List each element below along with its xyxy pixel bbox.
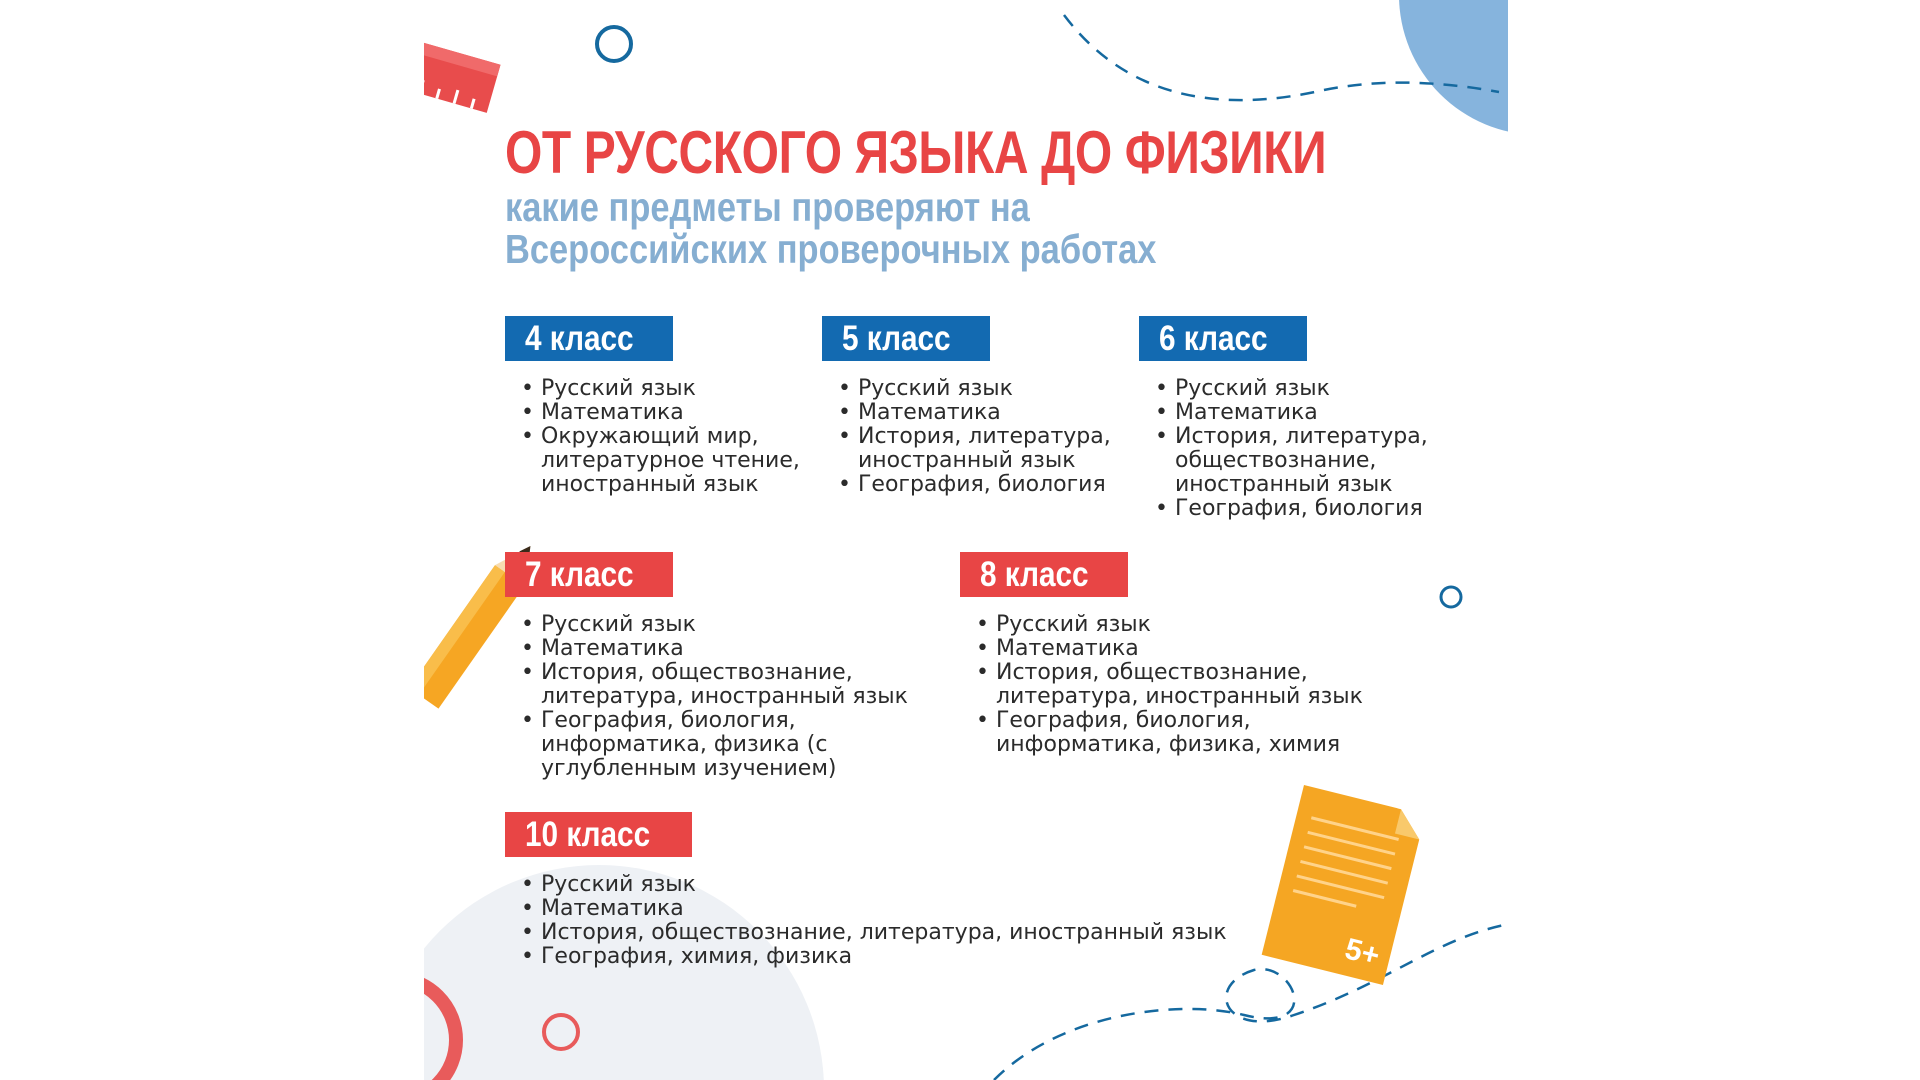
page-title: ОТ РУССКОГО ЯЗЫКА ДО ФИЗИКИ (505, 119, 1327, 186)
list-item: • География, биология (1159, 497, 1439, 521)
list-item: • Русский язык (525, 613, 935, 637)
subject-list (822, 377, 1122, 497)
list-item: • География, химия, физика (525, 945, 1265, 969)
list-item: • История, обществознание, литература, иностранный язык (980, 661, 1390, 709)
grade-badge: 5 класс (822, 316, 990, 361)
list-item: • История, литература, иностранный язык (842, 425, 1122, 473)
grade-block-10 (505, 812, 1265, 969)
subject-list (960, 613, 1390, 757)
graded-paper-icon (1262, 785, 1426, 985)
list-item: • Математика (525, 637, 935, 661)
list-item: • История, литература, обществознание, иностранный язык (1159, 425, 1439, 497)
list-item: • История, обществознание, литература, иностранный язык (525, 661, 935, 709)
list-item: • Русский язык (525, 873, 1265, 897)
list-item: • Математика (980, 637, 1390, 661)
grade-badge: 10 класс (505, 812, 692, 857)
grade-mark: 5+ (1341, 932, 1383, 973)
list-item: • География, биология (842, 473, 1122, 497)
grade-block-7 (505, 552, 935, 781)
list-item: • История, обществознание, литература, иностранный язык (525, 921, 1265, 945)
grade-badge: 4 класс (505, 316, 673, 361)
grade-badge: 7 класс (505, 552, 673, 597)
subject-list (505, 873, 1265, 969)
subject-list (505, 613, 935, 781)
infographic-poster (424, 0, 1508, 1080)
list-item: • Математика (1159, 401, 1439, 425)
list-item: • География, биология, информатика, физика (с углубленным изучением) (525, 709, 935, 781)
ring-blue-top (597, 27, 631, 61)
subject-list (505, 377, 805, 497)
list-item: • Русский язык (1159, 377, 1439, 401)
subject-list (1139, 377, 1439, 521)
page-subtitle: какие предметы проверяют на Всероссийских проверочных работах (505, 184, 1157, 272)
grade-badge: 6 класс (1139, 316, 1307, 361)
grade-badge: 8 класс (960, 552, 1128, 597)
list-item: • Математика (525, 897, 1265, 921)
list-item: • География, биология, информатика, физика, химия (980, 709, 1390, 757)
list-item: • Математика (842, 401, 1122, 425)
grade-block-8 (960, 552, 1390, 757)
list-item: • Математика (525, 401, 805, 425)
grade-block-5 (822, 316, 1122, 497)
list-item: • Русский язык (842, 377, 1122, 401)
list-item: • Русский язык (980, 613, 1390, 637)
blue-circle-top-right (1399, 0, 1508, 135)
list-item: • Русский язык (525, 377, 805, 401)
grade-block-6 (1139, 316, 1439, 521)
ring-blue-right (1441, 587, 1461, 607)
grade-block-4 (505, 316, 805, 497)
list-item: • Окружающий мир, литературное чтение, иностранный язык (525, 425, 805, 497)
ruler-icon (424, 40, 501, 113)
